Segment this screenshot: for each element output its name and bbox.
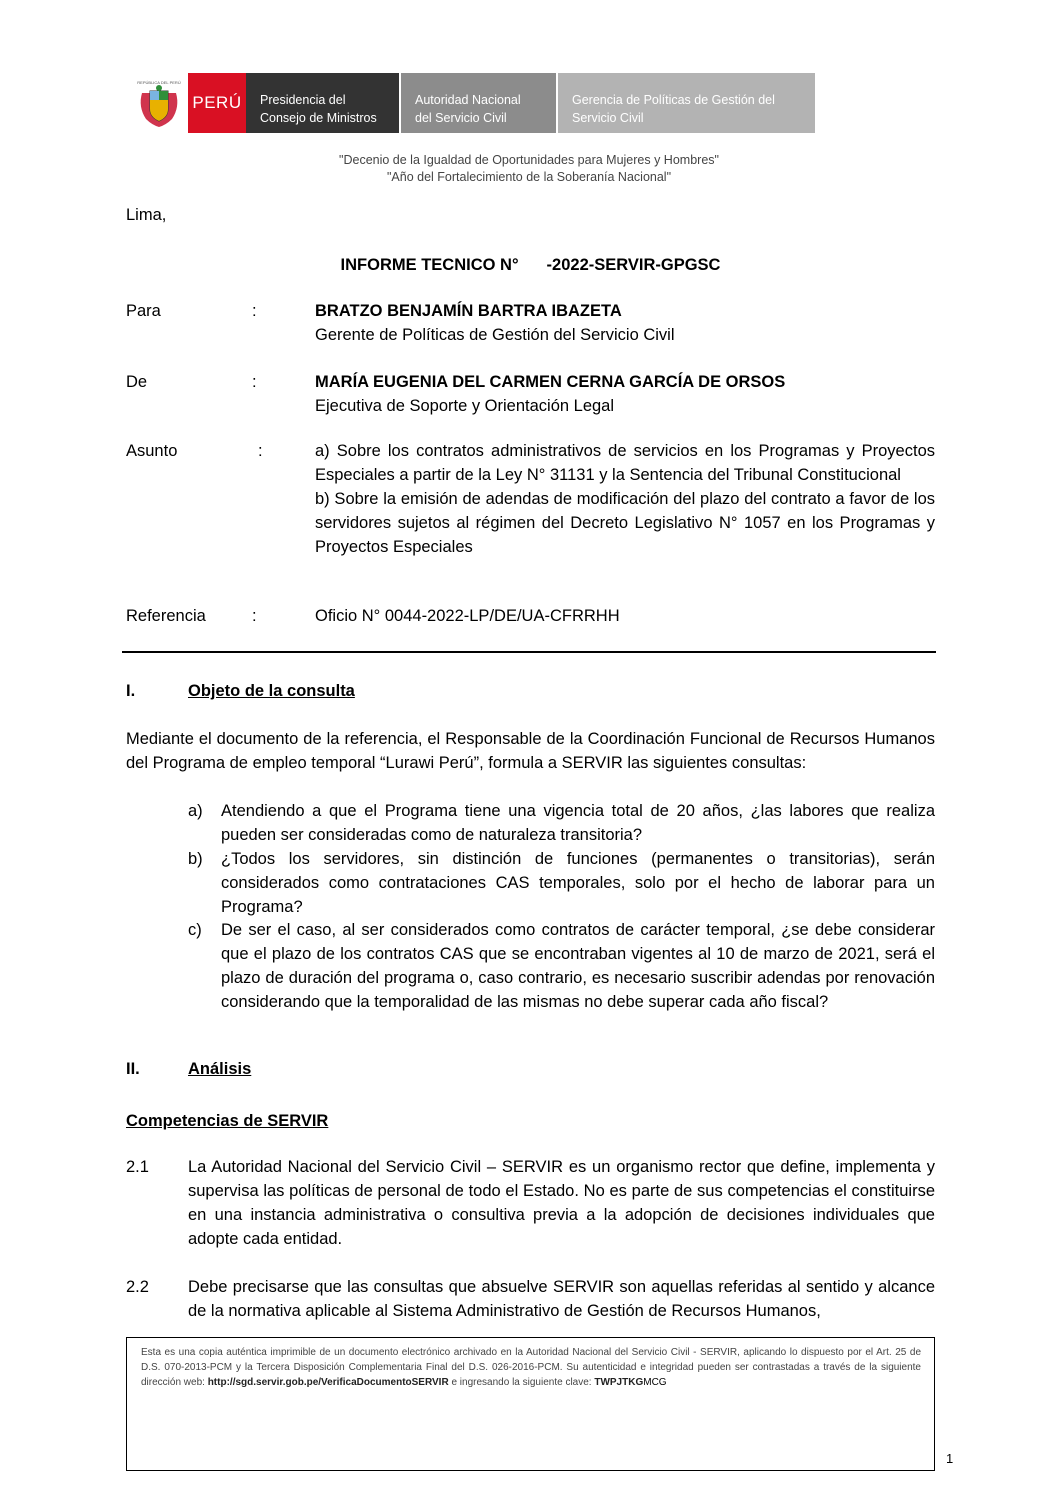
section-1-number: I. (126, 682, 136, 700)
meta-para-label: Para (126, 302, 161, 320)
meta-de (126, 370, 935, 418)
coat-of-arms-icon (130, 73, 188, 133)
header-box-pcm-line2: Consejo de Ministros (260, 111, 377, 125)
meta-colon: : (258, 442, 263, 460)
meta-para (126, 299, 935, 347)
meta-para-value (315, 299, 935, 347)
header-box-pcm (246, 73, 399, 133)
meta-colon: : (252, 373, 257, 391)
page-number: 1 (946, 1451, 954, 1466)
peru-label: PERÚ (192, 93, 242, 112)
meta-asunto-b: b) Sobre la emisión de adendas de modificación del plazo del contrato a favor de los servidores sujetos al régimen del Decreto Legislativo N° 1057 en los Programas y Proyectos Especiales (315, 490, 935, 556)
header-box-servir (401, 73, 556, 133)
section-1-heading (126, 679, 935, 703)
decenio-line1: "Decenio de la Igualdad de Oportunidades para Mujeres y Hombres" (339, 153, 719, 167)
meta-de-label: De (126, 373, 148, 391)
place-date: Lima, (126, 206, 167, 224)
query-item-text: Atendiendo a que el Programa tiene una vigencia total de 20 años, ¿las labores que realiza pueden ser consideradas como de naturaleza transitoria? (221, 802, 935, 844)
section-2-subheading: Competencias de SERVIR (126, 1112, 329, 1130)
header-box-gpgsc (558, 73, 815, 133)
query-item-letter: b) (188, 850, 203, 868)
decenio-line2: "Año del Fortalecimiento de la Soberanía Nacional" (386, 170, 672, 184)
numbered-paragraph-2-1 (126, 1155, 935, 1251)
query-item-a (188, 799, 935, 847)
meta-referencia-value: Oficio N° 0044-2022-LP/DE/UA-CFRRHH (315, 607, 620, 625)
decenio-motto (0, 152, 1058, 186)
report-title (126, 253, 935, 277)
verification-url[interactable]: http://sgd.servir.gob.pe/VerificaDocumentoSERVIR (207, 1377, 449, 1388)
report-title-code: -2022-SERVIR-GPGSC (546, 256, 721, 274)
header-box-pcm-line1: Presidencia del (260, 93, 346, 107)
header-divider (122, 651, 936, 653)
meta-para-name: BRATZO BENJAMÍN BARTRA IBAZETA (315, 302, 622, 320)
peru-logo (188, 73, 246, 133)
authenticity-body: Esta es una copia auténtica imprimible de un documento electrónico archivado en la Autoridad Nacional del Servicio Civil - SERVIR, aplicando lo dispuesto por el Art. 25 de D.S. 070-2013-PCM y la Tercera Disposición Complementaria Final del D.S. 026-2016-PCM. Su autenticidad e integridad pueden ser contrastadas a través de la siguiente dirección web: (141, 1347, 921, 1388)
header-box-gpgsc-line1: Gerencia de Políticas de Gestión del (572, 93, 775, 107)
meta-de-name: MARÍA EUGENIA DEL CARMEN CERNA GARCÍA DE ORSOS (315, 373, 786, 391)
section-1-intro: Mediante el documento de la referencia, el Responsable de la Coordinación Funcional de Recursos Humanos del Programa de empleo temporal “Lurawi Perú”, formula a SERVIR las siguientes consultas: (126, 730, 935, 772)
meta-colon: : (252, 302, 257, 320)
numbered-paragraph-2-2 (126, 1275, 935, 1323)
meta-asunto-value (315, 439, 935, 559)
authenticity-body-2: e ingresando la siguiente clave: (451, 1377, 592, 1388)
verification-key: TWPJTKG (594, 1377, 644, 1388)
query-item-letter: c) (188, 921, 202, 939)
report-title-number: INFORME TECNICO N° (340, 256, 519, 274)
header-box-gpgsc-line2: Servicio Civil (572, 111, 644, 125)
coat-of-arms-text: REPÚBLICA DEL PERÚ (137, 80, 181, 85)
paragraph-text: La Autoridad Nacional del Servicio Civil – SERVIR es un organismo rector que define, implementa y supervisa las políticas de personal de todo el Estado. No es parte de sus competencias el constituirse en una instancia administrativa o consultiva previa a la adopción de decisiones individuales que adopte cada entidad. (188, 1158, 935, 1248)
meta-para-role: Gerente de Políticas de Gestión del Servicio Civil (315, 326, 675, 344)
query-item-text: De ser el caso, al ser considerados como contratos de carácter temporal, ¿se debe considerar que el plazo de los contratos CAS que se encontraban vigentes al 10 de marzo de 2021, será el plazo de duración del programa o, caso contrario, es necesario suscribir adendas por renovación considerando que la temporalidad de las mismas no debe superar cada año fiscal? (221, 921, 935, 1011)
meta-asunto-a: a) Sobre los contratos administrativos de servicios en los Programas y Proyectos Especiales a partir de la Ley N° 31131 y la Sentencia del Tribunal Constitucional (315, 442, 935, 484)
header-box-servir-line1: Autoridad Nacional (415, 93, 521, 107)
section-2-heading (126, 1057, 935, 1081)
paragraph-number: 2.2 (126, 1278, 149, 1296)
institutional-header (130, 73, 815, 133)
query-item-text: ¿Todos los servidores, sin distinción de funciones (permanentes o transitorias), serán considerados como contrataciones CAS temporales, solo por el hecho de laborar para un Programa? (221, 850, 935, 916)
meta-referencia-label: Referencia (126, 607, 206, 625)
meta-de-role: Ejecutiva de Soporte y Orientación Legal (315, 397, 615, 415)
query-item-c (188, 918, 935, 1014)
section-1-title: Objeto de la consulta (188, 682, 355, 700)
paragraph-text: Debe precisarse que las consultas que absuelve SERVIR son aquellas referidas al sentido y alcance de la normativa aplicable al Sistema Administrativo de Gestión de Recursos Humanos, (188, 1278, 935, 1320)
paragraph-number: 2.1 (126, 1158, 149, 1176)
section-2-number: II. (126, 1060, 140, 1078)
section-2-title: Análisis (188, 1060, 252, 1078)
query-item-b (188, 847, 935, 919)
header-box-servir-line2: del Servicio Civil (415, 111, 507, 125)
meta-asunto-label: Asunto (126, 442, 178, 460)
meta-de-value (315, 370, 935, 418)
meta-colon: : (252, 607, 257, 625)
authenticity-text (141, 1345, 921, 1390)
verification-key-suffix: MCG (643, 1377, 667, 1388)
meta-referencia (126, 604, 935, 628)
meta-asunto (126, 439, 935, 559)
query-item-letter: a) (188, 802, 203, 820)
authenticity-notice (126, 1337, 935, 1471)
